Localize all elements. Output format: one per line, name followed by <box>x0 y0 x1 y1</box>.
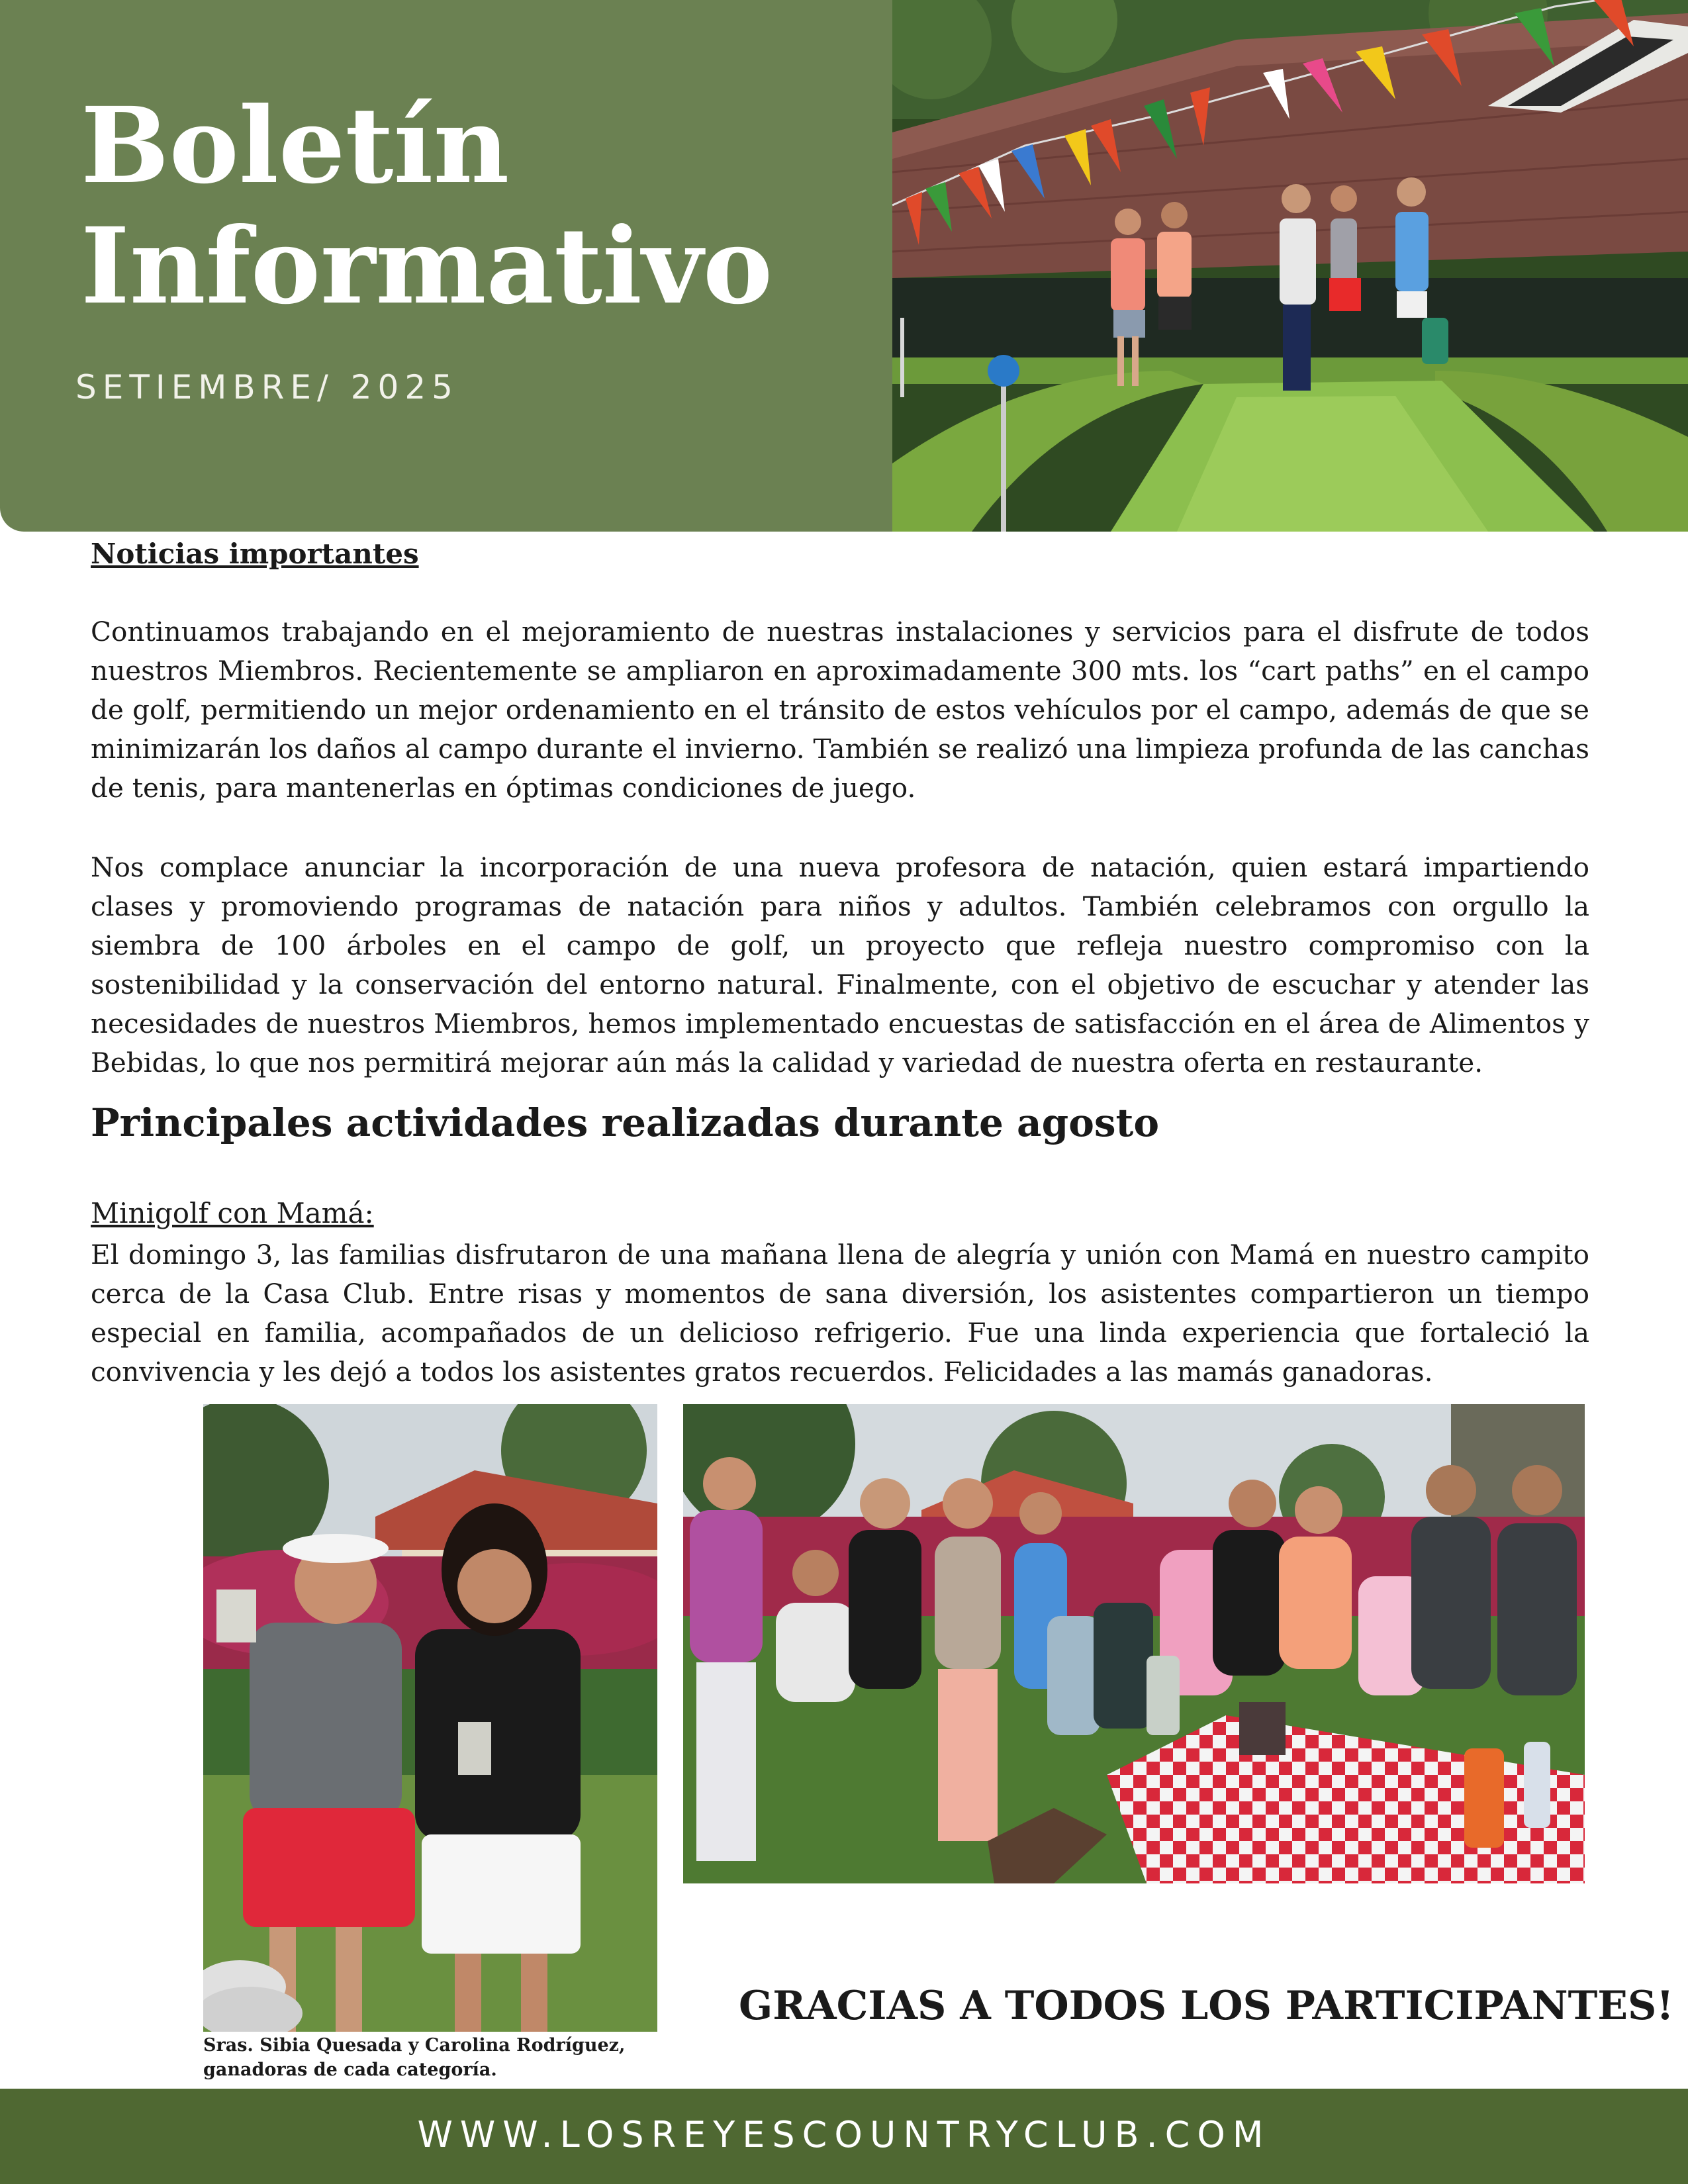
event-title: Minigolf con Mamá: <box>91 1197 374 1229</box>
newsletter-title <box>81 86 773 327</box>
header-band <box>0 0 907 532</box>
photo-caption <box>203 2033 706 2082</box>
news-paragraph-2: Nos complace anunciar la incorporación de una nueva profesora de natación, quien estará impartiendo clases y promoviendo programas de natación para niños y adultos. También celebramos con orgullo la siembra de 100 árboles en el campo de golf, un proyecto que refleja nuestro compromiso con la sostenibilidad y la conservación del entorno natural. Finalmente, con el objetivo de escuchar y atender las necesidades de nuestros Miembros, hemos implementado encuestas de satisfacción en el área de Alimentos y Bebidas, lo que nos permitirá mejorar aún más la calidad y variedad de nuestra oferta en restaurante. <box>91 851 1589 1078</box>
issue-date: SETIEMBRE/ 2025 <box>75 368 459 406</box>
activities-heading: Principales actividades realizadas durante agosto <box>91 1100 1160 1145</box>
event-description: El domingo 3, las familias disfrutaron de una mañana llena de alegría y unión con Mamá en nuestro campito cerca de la Casa Club. Entre risas y momentos de sana diversión, los asistentes compartieron un tiempo especial en familia, acompañados de un delicioso refrigerio. Fue una linda experiencia que fortaleció la convivencia y les dejó a todos los asistentes gratos recuerdos. Felicidades a las mamás ganadoras. <box>91 1239 1589 1388</box>
caption-line-1: Sras. Sibia Quesada y Carolina Rodríguez, <box>203 2035 626 2056</box>
website-link[interactable]: WWW.LOSREYESCOUNTRYCLUB.COM <box>417 2114 1271 2156</box>
header-photo-minigolf <box>892 0 1688 532</box>
caption-line-2: ganadoras de cada categoría. <box>203 2060 497 2080</box>
thanks-message: GRACIAS A TODOS LOS PARTICIPANTES! <box>739 1983 1674 2029</box>
winners-photo <box>203 1404 657 2032</box>
news-heading: Noticias importantes <box>91 538 419 570</box>
news-paragraph-1: Continuamos trabajando en el mejoramiento de nuestras instalaciones y servicios para el disfrute de todos nuestros Miembros. Recientemente se ampliaron en aproximadamente 300 mts. los “cart paths” en el campo de golf, permitiendo un mejor ordenamiento en el tránsito de estos vehículos por el campo, además de que se minimizarán los daños al campo durante el invierno. También se realizó una limpieza profunda de las canchas de tenis, para mantenerlas en óptimas condiciones de juego. <box>91 616 1589 804</box>
group-photo <box>683 1404 1585 1883</box>
title-line-1: Boletín <box>81 85 510 207</box>
footer-band <box>0 2089 1688 2184</box>
title-line-2: Informativo <box>81 205 773 328</box>
